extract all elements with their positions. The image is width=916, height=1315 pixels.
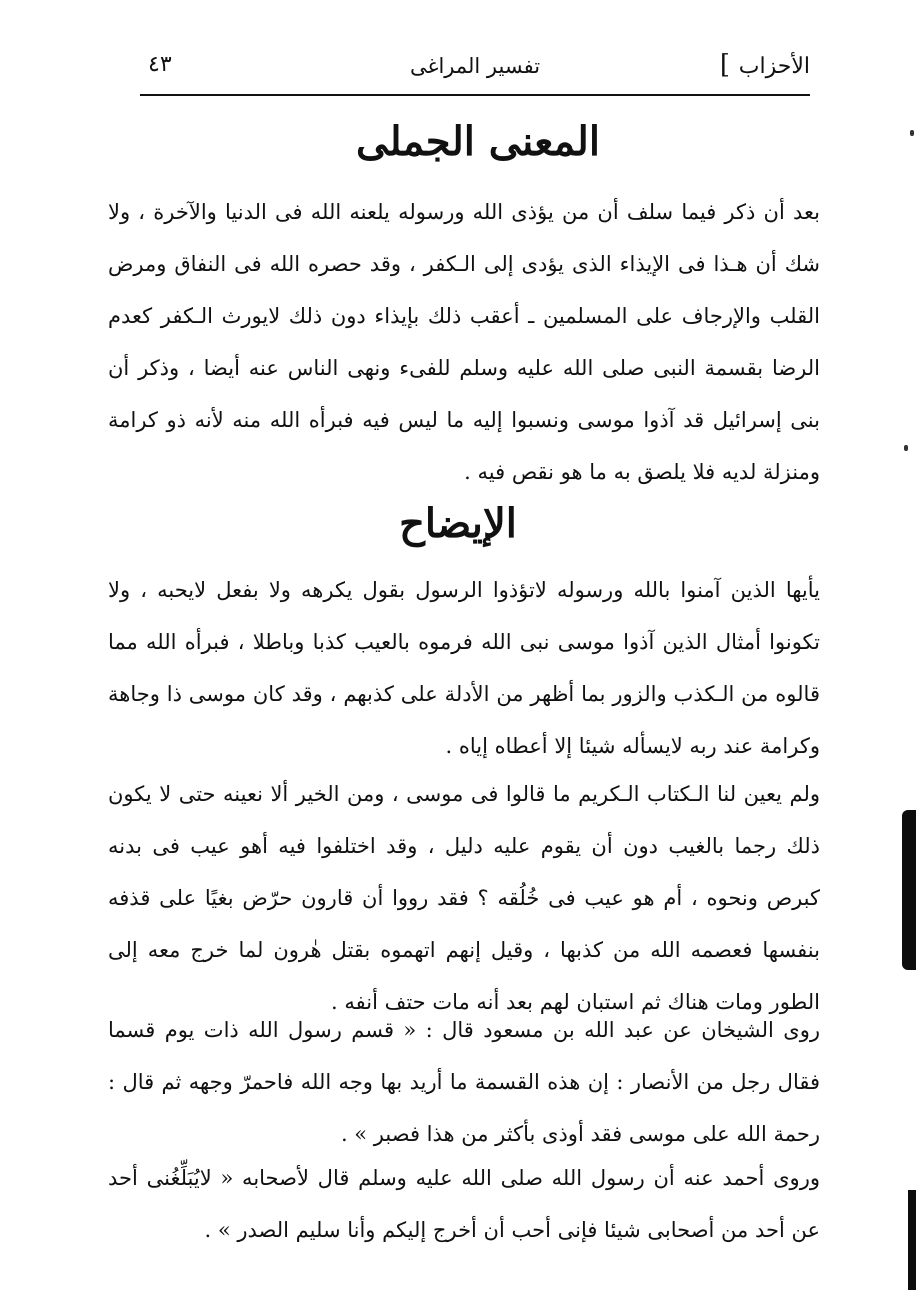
heading-explanation: الإيضاح (399, 500, 517, 547)
scan-edge-mark (908, 1190, 916, 1290)
page-number: ٤٣ (148, 52, 172, 77)
header-bracket: ] (719, 50, 730, 80)
header-rule (140, 94, 810, 96)
book-title: تفسير المراغى (409, 54, 541, 78)
paragraph-explanation-2: ولم يعين لنا الـكتاب الـكريم ما قالوا فى موسى ، ومن الخير ألا نعينه حتى لا يكون ذلك رجما بالغيب دون أن يقوم عليه دليل ، وقد اختلفوا فيه أهو عيب فى بدنه كبرص ونحوه ، أم هو عيب فى خُلُقه ؟ فقد رووا أن قارون حرّض بغيًا على قذفه بنفسها فعصمه الله من كذبها ، وقيل إنهم اتهموه بقتل هٰرون لما خرج معه إلى الطور ومات هناك ثم استبان لهم بعد أنه مات حتف أنفه . (108, 782, 820, 1014)
paragraph-explanation-1: يأيها الذين آمنوا بالله ورسوله لاتؤذوا الرسول بقول يكرهه ولا بفعل لايحبه ، ولا تكونوا أمثال الذين آذوا موسى نبى الله فرموه بالعيب كذبا وباطلا ، فبرأه الله مما قالوه من الـكذب والزور بما أظهر من الأدلة على كذبهم ، وقد كان موسى ذا وجاهة وكرامة عند ربه لايسأله شيئا إلا أعطاه إياه . (108, 578, 820, 758)
paragraph-hadith-2: وروى أحمد عنه أن رسول الله صلى الله عليه وسلم قال لأصحابه « لايُبَلِّغُنى أحد عن أحد من أصحابى شيئا فإنى أحب أن أخرج إليكم وأنا سليم الصدر » . (108, 1166, 820, 1242)
scan-speck (910, 130, 914, 136)
paragraph-summary: بعد أن ذكر فيما سلف أن من يؤذى الله ورسوله يلعنه الله فى الدنيا والآخرة ، ولا شك أن هـذا فى الإيذاء الذى يؤدى إلى الـكفر ، وقد حصره الله فى النفاق ومرض القلب والإرجاف على المسلمين ـ أعقب ذلك بإيذاء دون ذلك لايورث الـكفر كعدم الرضا بقسمة النبى صلى الله عليه وسلم للفىء ونهى الناس عنه أيضا ، وذكر أن بنى إسرائيل قد آذوا موسى ونسبوا إليه ما ليس فيه فبرأه الله منه لأنه ذو كرامة ومنزلة لديه فلا يلصق به ما هو نقص فيه . (108, 200, 820, 484)
section-name: الأحزاب (738, 54, 810, 79)
running-header (140, 50, 810, 88)
paragraph-hadith-1: روى الشيخان عن عبد الله بن مسعود قال : « قسم رسول الله ذات يوم قسما فقال رجل من الأنصار : إن هذه القسمة ما أريد بها وجه الله فاحمرّ وجهه ثم قال : رحمة الله على موسى فقد أوذى بأكثر من هذا فصبر » . (108, 1018, 820, 1146)
heading-general-meaning: المعنى الجملى (356, 118, 600, 165)
scan-speck (904, 445, 908, 451)
scan-edge-mark (902, 810, 916, 970)
